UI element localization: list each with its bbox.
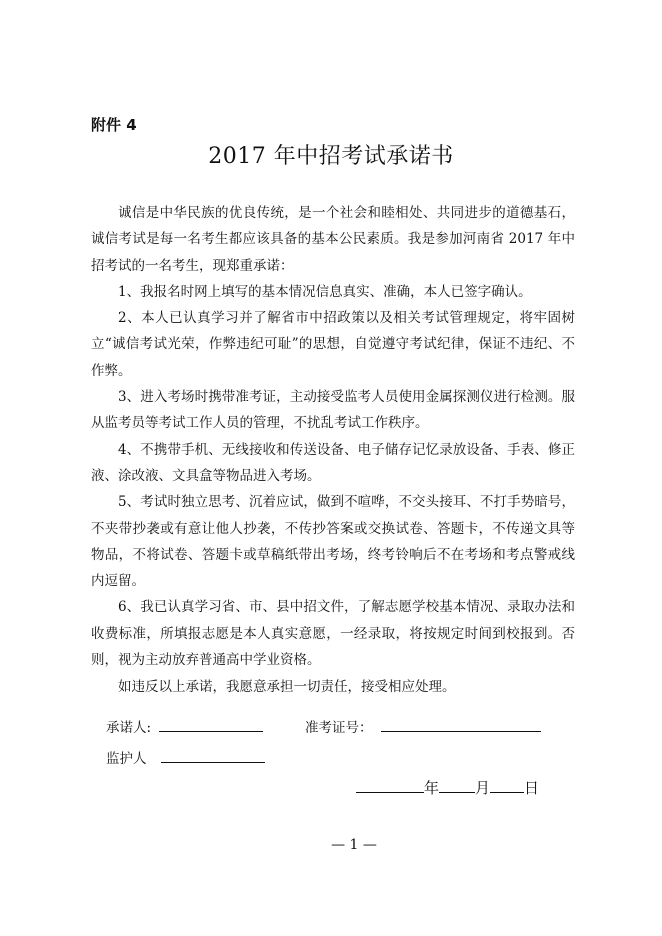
exam-number-label: 准考证号： (305, 720, 373, 736)
commitment-item-1: 1、我报名时网上填写的基本情况信息真实、准确，本人已签字确认。 (118, 283, 532, 300)
exam-number-row (305, 717, 541, 738)
day-line[interactable] (490, 776, 524, 793)
guardian-signature-line[interactable] (161, 748, 265, 763)
year-line[interactable] (356, 776, 424, 793)
commitment-item-3: 3、进入考场时携带准考证，主动接受监考人员使用金属探测仪进行检测。服从监考员等考试工作人员的管理，不扰乱考试工作秩序。 (91, 389, 575, 432)
month-line[interactable] (439, 776, 475, 793)
day-label: 日 (524, 779, 540, 797)
page-number: — 1 — (331, 837, 377, 853)
document-title: 2017 年中招考试承诺书 (208, 144, 454, 169)
commitment-item-5: 5、考试时独立思考、沉着应试，做到不喧哗，不交头接耳、不打手势暗号，不夹带抄袭或有意让他人抄袭，不传抄答案或交换试卷、答题卡，不传递文具等物品，不将试卷、答题卡或草稿纸带出考场，终考铃响后不在考场和考点警戒线内逗留。 (91, 494, 575, 590)
commitment-item-4: 4、不携带手机、无线接收和传送设备、电子储存记忆录放设备、手表、修正液、涂改液、文具盒等物品进入考场。 (91, 441, 575, 484)
guardian-row (106, 748, 265, 769)
guardian-label: 监护人 (106, 751, 147, 767)
date-row (356, 776, 539, 798)
promiser-row (106, 717, 263, 738)
commitment-item-2: 2、本人已认真学习并了解省市中招政策以及相关考试管理规定，将牢固树立“诚信考试光荣，作弊违纪可耻”的思想，自觉遵守考试纪律，保证不违纪、不作弊。 (91, 310, 575, 379)
commitment-item-6: 6、我已认真学习省、市、县中招文件，了解志愿学校基本情况、录取办法和收费标准，所填报志愿是本人真实意愿，一经录取，将按规定时间到校报到。否则，视为主动放弃普通高中学业资格。 (91, 599, 575, 669)
closing-paragraph: 如违反以上承诺，我愿意承担一切责任，接受相应处理。 (118, 679, 456, 696)
year-label: 年 (424, 779, 440, 797)
promiser-label: 承诺人: (106, 720, 152, 736)
commitment-body (91, 200, 575, 701)
promiser-signature-line[interactable] (159, 717, 263, 732)
intro-paragraph: 诚信是中华民族的优良传统，是一个社会和睦相处、共同进步的道德基石，诚信考试是每一名考生都应该具备的基本公民素质。我是参加河南省 2017 年中招考试的一名考生，现郑重承诺： (91, 205, 575, 274)
attachment-label: 附件 4 (91, 116, 137, 134)
month-label: 月 (475, 779, 491, 797)
exam-number-line[interactable] (381, 717, 541, 732)
